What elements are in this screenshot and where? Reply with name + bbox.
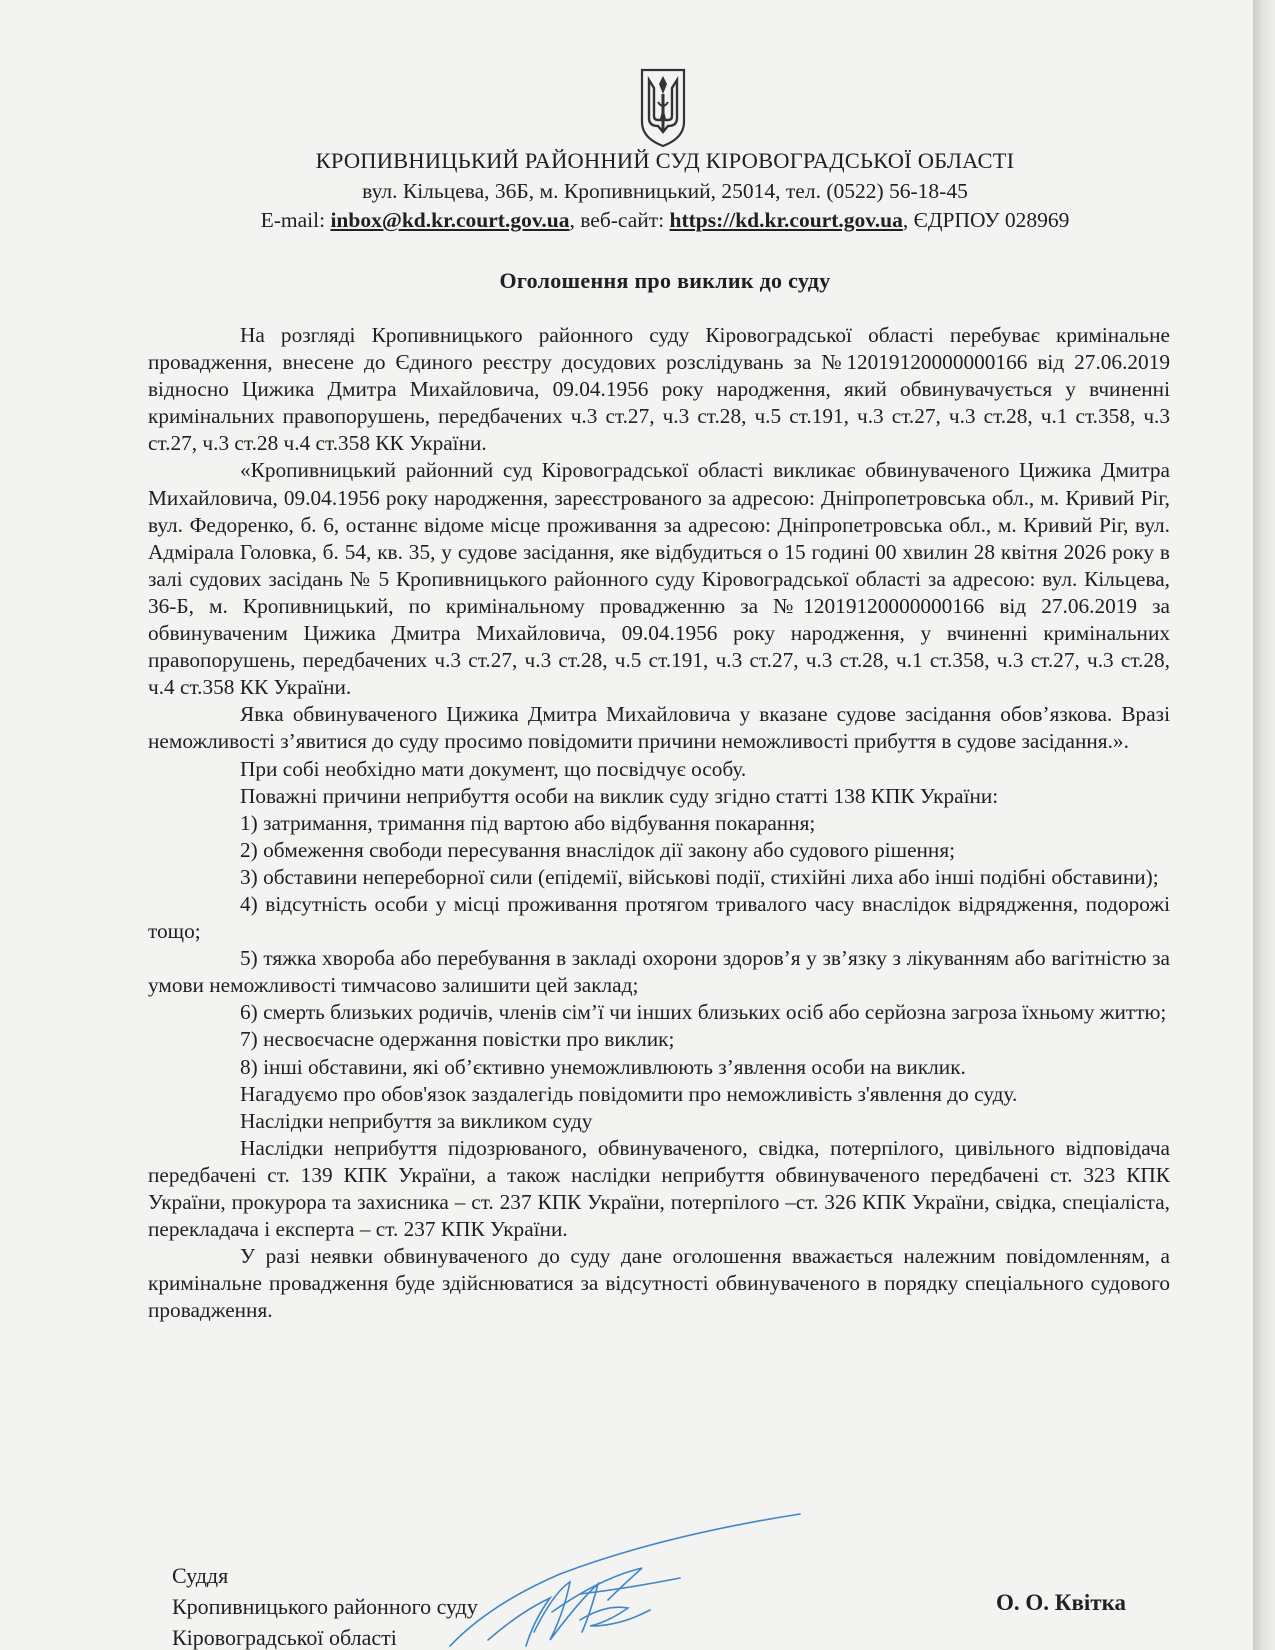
document-body <box>148 322 1170 1324</box>
website-link[interactable]: https://kd.kr.court.gov.ua <box>669 208 903 232</box>
edrpou-code: , ЄДРПОУ 028969 <box>902 208 1070 232</box>
judge-position-line: Кропивницького районного суду <box>172 1594 478 1619</box>
judge-position-line: Кіровоградської області <box>172 1625 397 1650</box>
paragraph-consequences: Наслідки неприбуття підозрюваного, обвинуваченого, свідка, потерпілого, цивільного відповідача передбачені ст. 139 КПК України, а також наслідки неприбуття обвинуваченого передбачені ст. 323 КПК України, прокурора та захисника – ст. 237 КПК України, потерпілого –ст. 326 КПК України, свідка, спеціаліста, перекладача і експерта – ст. 237 КПК України. <box>148 1135 1170 1242</box>
court-contacts <box>150 208 1180 233</box>
reason-item-3: 3) обставини непереборної сили (епідемії, військові події, стихійні лиха або інші подібні обставини); <box>240 864 1159 889</box>
trident-emblem-icon <box>636 66 690 148</box>
scan-edge <box>1253 0 1275 1650</box>
paragraph-intro: На розгляді Кропивницького районного суду Кіровоградської області перебуває кримінальне провадження, внесене до Єдиного реєстру досудових розслідувань за №12019120000000166 від 27.06.2019 відносно Цижика Дмитра Михайловича, 09.04.1956 року народження, який обвинувачується у вчиненні кримінальних правопорушень, передбачених ч.3 ст.27, ч.3 ст.28, ч.5 ст.191, ч.3 ст.27, ч.3 ст.28, ч.1 ст.358, ч.3 ст.27, ч.3 ст.28 ч.4 ст.358 КК України. <box>148 323 1170 456</box>
email-label: E-mail: <box>260 208 331 232</box>
document-title: Оголошення про виклик до суду <box>499 268 831 293</box>
reason-item-2: 2) обмеження свободи пересування внаслідок дії закону або судового рішення; <box>240 837 956 862</box>
handwritten-signature <box>430 1508 820 1650</box>
paragraph-id-document: При собі необхідно мати документ, що посвідчує особу. <box>240 756 747 781</box>
paragraph-summons: «Кропивницький районний суд Кіровоградської області викликає обвинуваченого Цижика Дмитра Михайловича, 09.04.1956 року народження, зареєстрованого за адресою: Дніпропетровська обл., м. Кривий Ріг, вул. Федоренко, б. 6, останнє відоме місце проживання за адресою: Дніпропетровська обл., м. Кривий Ріг, вул. Адмірала Головка, б. 54, кв. 35, у судове засідання, яке відбудиться о 15 годині 00 хвилин 28 квітня 2026 року в залі судових засідань № 5 Кропивницького районного суду Кіровоградської області за адресою: вул. Кільцева, 36-Б, м. Кропивницький, по кримінальному провадженню за №12019120000000166 від 27.06.2019 за обвинуваченим Цижика Дмитра Михайловича, 09.04.1956 року народження, у вчиненні кримінальних правопорушень, передбачених ч.3 ст.27, ч.3 ст.28, ч.5 ст.191, ч.3 ст.27, ч.3 ст.28, ч.1 ст.358, ч.3 ст.27, ч.3 ст.28, ч.4 ст.358 КК України. <box>148 458 1170 700</box>
reason-item-1: 1) затримання, тримання під вартою або відбування покарання; <box>240 810 816 835</box>
paragraph-reminder: Нагадуємо про обов'язок заздалегідь повідомити про неможливість з'явлення до суду. <box>240 1081 1018 1106</box>
website-label: , веб-сайт: <box>569 208 670 232</box>
reason-item-6: 6) смерть близьких родичів, членів сім’ї чи інших близьких осіб або серйозна загроза їхньому життю; <box>240 1000 1167 1025</box>
paragraph-absence: У разі неявки обвинуваченого до суду дане оголошення вважається належним повідомленням, а кримінальне провадження буде здійснюватися за відсутності обвинуваченого в порядку спеціального судового провадження. <box>148 1244 1170 1323</box>
paragraph-valid-reasons: Поважні причини неприбуття особи на виклик суду згідно статті 138 КПК України: <box>240 783 999 808</box>
court-name: КРОПИВНИЦЬКИЙ РАЙОННИЙ СУД КІРОВОГРАДСЬКОЇ ОБЛАСТІ <box>315 148 1015 173</box>
paragraph-attendance: Явка обвинуваченого Цижика Дмитра Михайловича у вказане судове засідання обов’язкова. Вразі неможливості з’явитися до суду просимо повідомити причини неможливості прибуття в судове засідання.». <box>148 702 1170 754</box>
reason-item-4: 4) відсутність особи у місці проживання протягом тривалого часу внаслідок відрядження, подорожі тощо; <box>148 891 1170 944</box>
paragraph-consequences-heading: Наслідки неприбуття за викликом суду <box>240 1108 593 1133</box>
reason-item-7: 7) несвоєчасне одержання повістки про виклик; <box>240 1027 675 1052</box>
email-link[interactable]: inbox@kd.kr.court.gov.ua <box>330 208 570 232</box>
court-address: вул. Кільцева, 36Б, м. Кропивницький, 25014, тел. (0522) 56-18-45 <box>362 179 968 203</box>
reason-item-8: 8) інші обставини, які об’єктивно унеможливлюють з’явлення особи на виклик. <box>240 1054 966 1079</box>
judge-position-line: Суддя <box>172 1563 229 1588</box>
judge-name: О. О. Квітка <box>996 1590 1126 1615</box>
reason-item-5: 5) тяжка хвороба або перебування в закладі охорони здоров’я у зв’язку з лікуванням або вагітністю за умови неможливості тимчасово залишити цей заклад; <box>148 946 1170 998</box>
